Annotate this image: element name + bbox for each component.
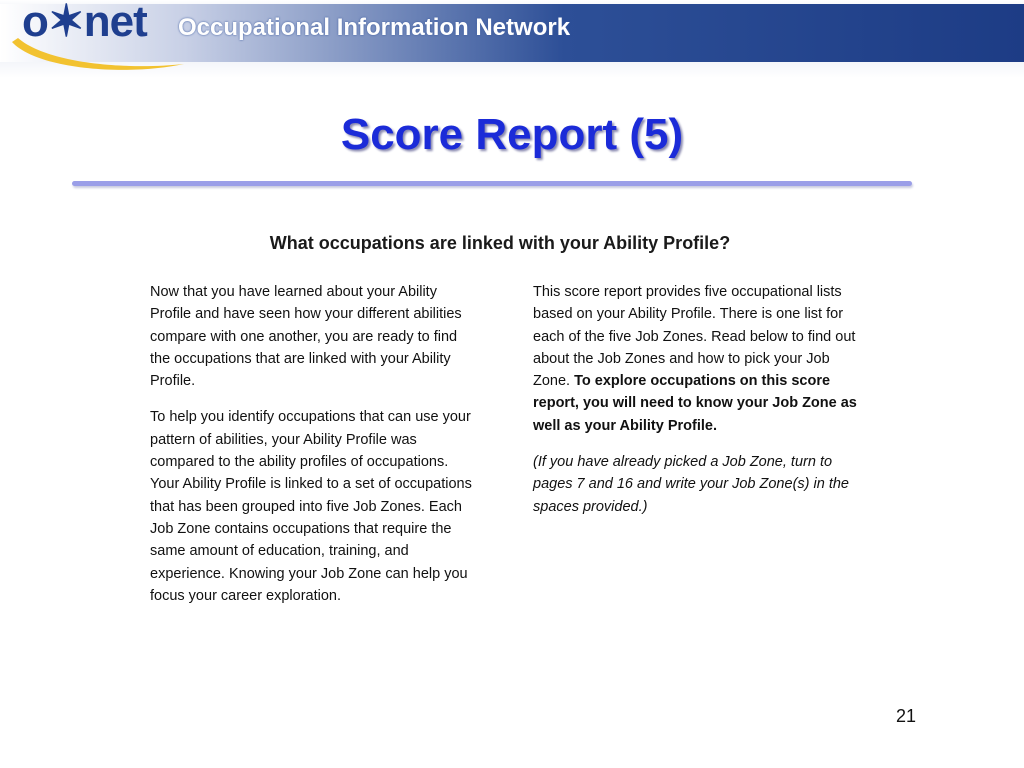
right-paragraph-1 (533, 281, 863, 437)
left-column (150, 281, 480, 621)
right-paragraph-2: (If you have already picked a Job Zone, turn to pages 7 and 16 and write your Job Zone(s) in the spaces provided.) (533, 454, 849, 515)
section-question: What occupations are linked with your Ability Profile? (269, 233, 731, 253)
right-paragraph-1-bold: To explore occupations on this score report, you will need to know your Job Zone as well as your Ability Profile. (533, 373, 857, 434)
header-bar (0, 0, 1024, 78)
right-paragraph-1-text: This score report provides five occupational lists based on your Ability Profile. There is one list for each of the five Job Zones. Read below to find out about the Job Zones and how to pick your Job Zone. (533, 284, 856, 390)
network-title: Occupational Information Network (178, 14, 571, 41)
logo-text: o✶net (22, 0, 147, 46)
onet-logo (8, 0, 188, 78)
page-number: 21 (896, 706, 917, 726)
title-divider (72, 181, 912, 186)
left-paragraph-2: To help you identify occupations that can use your pattern of abilities, your Ability Profile was compared to the ability profiles of occupations. Your Ability Profile is linked to a set of occupations that has been grouped into five Job Zones. Each Job Zone contains occupations that require the same amount of education, training, and experience. Knowing your Job Zone can help you focus your career exploration. (150, 409, 472, 604)
slide-title: Score Report (5) (340, 110, 684, 159)
left-paragraph-1: Now that you have learned about your Ability Profile and have seen how your different abilities compare with one another, you are ready to find the occupations that are linked with your Ability Profile. (150, 284, 462, 390)
right-column (533, 281, 863, 532)
